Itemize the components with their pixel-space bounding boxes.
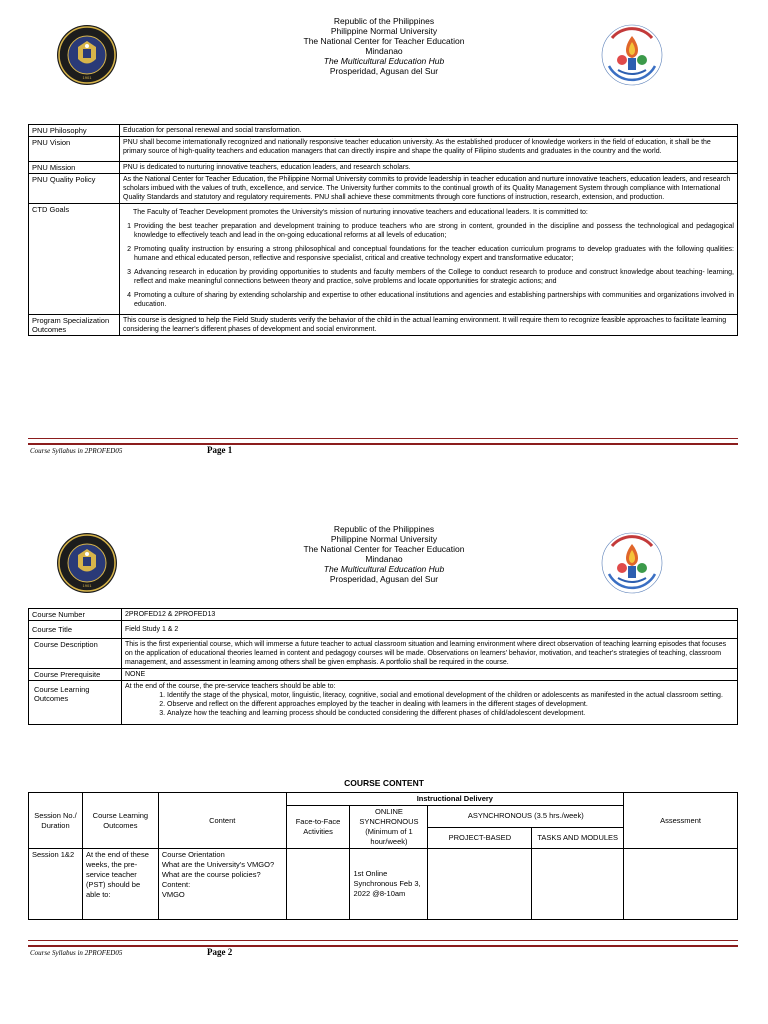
header-campus: Mindanao <box>365 554 403 564</box>
page-number: Page 2 <box>207 947 233 957</box>
document-header <box>0 524 768 584</box>
page-number: Page 1 <box>207 445 233 455</box>
row-label: CTD Goals <box>29 204 120 315</box>
list-item: 3. Analyze how the teaching and learning process should be conducted considering the different phases of child/adolescent development. <box>167 709 734 718</box>
svg-text:1901: 1901 <box>82 583 92 588</box>
row-label: Course Number <box>29 609 122 621</box>
cell-outcome: At the end of these weeks, the pre-service teacher (PST) should be able to: <box>82 849 158 920</box>
header-project: PROJECT-BASED <box>428 827 532 849</box>
cell-session: Session 1&2 <box>29 849 83 920</box>
list-item: 1 Providing the best teacher preparation and development training to produce teachers who are strong in content, grounded in the discipline and possess the technological and pedagogical knowledge to effectively teach and lead in the on-going educational reforms at all levels of education; <box>127 223 734 239</box>
row-text: 2PROFED12 & 2PROFED13 <box>122 609 738 621</box>
vmgo-table <box>28 124 738 336</box>
ctd-intro: The Faculty of Teacher Development promotes the University's mission of nurturing innovative teachers and educational leaders. It is committed to: <box>133 209 588 216</box>
course-info-table <box>28 608 738 725</box>
row-label: Course Learning Outcomes <box>29 681 122 725</box>
header-outcomes: Course Learning Outcomes <box>82 793 158 849</box>
cell-content <box>158 849 286 920</box>
table-row <box>29 125 738 137</box>
cell-tasks <box>532 849 624 920</box>
header-center: The National Center for Teacher Education <box>303 544 465 554</box>
footer-divider <box>28 438 738 445</box>
header-content: Content <box>158 793 286 849</box>
course-content-title: COURSE CONTENT <box>344 778 424 788</box>
content-line: VMGO <box>161 890 185 899</box>
row-text: PNU shall become internationally recognized and nationally responsive teacher education university. As the established producer of knowledge workers in the field of education, it shall be the primary source of high-quality teachers and education managers that can directly inspire and shape the quality of Filipino students and graduates in the country and the world. <box>120 137 738 162</box>
row-text: This course is designed to help the Field Study students verify the behavior of the child in the actual learning environment. It will require them to recognize feasible approaches to facilitate learning considering the learner's different phases of development and social environment. <box>120 315 738 336</box>
content-line: What are the University's VMGO? <box>161 860 275 869</box>
row-label: PNU Quality Policy <box>29 174 120 204</box>
table-row <box>29 669 738 681</box>
list-item: 2. Observe and reflect on the different approaches employed by the teacher in dealing with learners in the different stages of development. <box>167 700 734 709</box>
header-hub: The Multicultural Education Hub <box>323 564 445 574</box>
row-label: PNU Vision <box>29 137 120 162</box>
header-location: Prosperidad, Agusan del Sur <box>329 574 439 584</box>
header-assessment: Assessment <box>624 793 738 849</box>
header-hub: The Multicultural Education Hub <box>323 56 445 66</box>
header-session: Session No./ Duration <box>29 793 83 849</box>
table-row <box>29 137 738 162</box>
row-text: This is the first experiential course, which will immerse a future teacher to actual classroom situation and learning environment where direct observation of teaching learning episodes that focuses on the application of educational theories learned in content and pedagogy courses will be made. Observations on learners' behavior, motivation, and teacher's strategies of teaching, classroom management, and assessment in learning among others shall be given emphasis. A portfolio shall be required in the course. <box>122 639 738 669</box>
table-row <box>29 621 738 639</box>
row-text: Field Study 1 & 2 <box>122 621 738 639</box>
syllabus-page-2 <box>0 508 768 1008</box>
list-item: 1. Identify the stage of the physical, motor, linguistic, literacy, cognitive, social and emotional development of the children or adolescents as manifested in the actual classroom setting. <box>167 691 734 700</box>
cell-online: 1st Online Synchronous Feb 3, 2022 @8-10am <box>350 849 428 920</box>
table-row <box>29 681 738 725</box>
footer-course: Course Syllabus in 2PROFED05 <box>30 949 123 957</box>
header-university: Philippine Normal University <box>330 534 438 544</box>
table-row <box>29 609 738 621</box>
row-text: As the National Center for Teacher Education, the Philippine Normal University commits to provide leadership in teacher education and nurture innovative teachers, education leaders, and research scholars imbued with the values of truth, excellence, and service. The University further commits to the continual growth of its Quality Management System through compliance with International Quality Standards and statutory and regulatory requirements. PNU shall achieve these commitments through core functions of instruction, research, extension, and production. <box>120 174 738 204</box>
header-online: ONLINE SYNCHRONOUS (Minimum of 1 hour/week) <box>350 806 428 849</box>
header-location: Prosperidad, Agusan del Sur <box>329 66 439 76</box>
cell-project <box>428 849 532 920</box>
footer-divider <box>28 940 738 947</box>
table-row <box>29 162 738 174</box>
row-label: Course Title <box>29 621 122 639</box>
cell-assessment <box>624 849 738 920</box>
content-line: Course Orientation <box>161 850 225 859</box>
outcomes-cell <box>122 681 738 725</box>
header-campus: Mindanao <box>365 46 403 56</box>
header-f2f: Face-to-Face Activities <box>286 806 350 849</box>
content-line: Content: <box>161 880 191 889</box>
course-content-table <box>28 792 738 920</box>
ctd-goals-cell <box>120 204 738 315</box>
row-label: PNU Mission <box>29 162 120 174</box>
row-label: Course Description <box>29 639 122 669</box>
header-university: Philippine Normal University <box>330 26 438 36</box>
list-item: 3 Advancing research in education by providing opportunities to students and faculty members of the College to conduct research to produce and construct knowledge about teaching- learning, reflect and make meaningful connections between theory and practice, solve problems and locate opportunities for strategic actions; and <box>127 269 734 285</box>
table-row <box>29 849 738 920</box>
table-row <box>29 315 738 336</box>
row-text: Education for personal renewal and social transformation. <box>120 125 738 137</box>
outcomes-list <box>125 691 734 718</box>
header-republic: Republic of the Philippines <box>333 16 435 26</box>
table-row <box>29 204 738 315</box>
header-republic: Republic of the Philippines <box>333 524 435 534</box>
svg-text:1901: 1901 <box>82 75 92 80</box>
header-async: ASYNCHRONOUS (3.5 hrs./week) <box>428 806 624 828</box>
header-delivery: Instructional Delivery <box>286 793 624 806</box>
list-item: 4 Promoting a culture of sharing by extending scholarship and expertise to other educational institutions and agencies and establishing partnerships with communities and organizations involved in education. <box>127 292 734 308</box>
list-item: 2 Promoting quality instruction by ensuring a strong philosophical and conceptual foundations for the teacher education curriculum programs to develop graduates with the following qualities: humane and ethical educated person, reflective and responsive specialist, critical and creative technology expert and transformative educator; <box>127 246 734 262</box>
document-header <box>0 16 768 76</box>
header-tasks: TASKS AND MODULES <box>532 827 624 849</box>
table-row <box>29 793 738 806</box>
row-text: PNU is dedicated to nurturing innovative teachers, education leaders, and research scholars. <box>120 162 738 174</box>
row-label: Course Prerequisite <box>29 669 122 681</box>
row-label: PNU Philosophy <box>29 125 120 137</box>
syllabus-page-1 <box>0 0 768 500</box>
content-line: What are the course policies? <box>161 870 261 879</box>
table-row <box>29 639 738 669</box>
table-row <box>29 174 738 204</box>
outcomes-intro: At the end of the course, the pre-service teachers should be able to: <box>125 683 336 690</box>
header-center: The National Center for Teacher Education <box>303 36 465 46</box>
row-text: NONE <box>122 669 738 681</box>
row-label: Program Specialization Outcomes <box>29 315 120 336</box>
cell-f2f <box>286 849 350 920</box>
footer-course: Course Syllabus in 2PROFED05 <box>30 447 123 455</box>
